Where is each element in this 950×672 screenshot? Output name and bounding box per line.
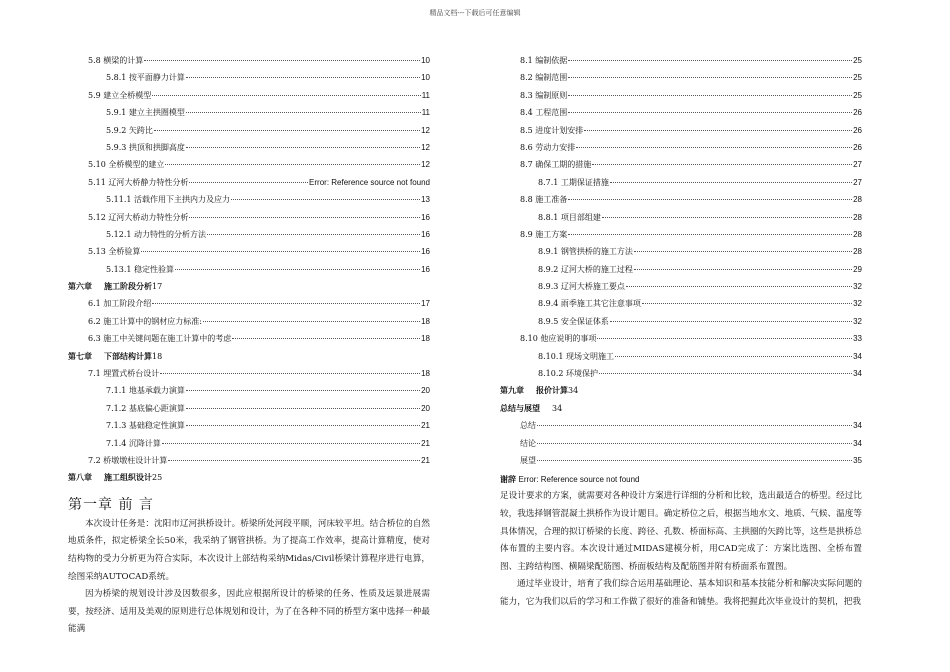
toc-page-number: 13: [421, 195, 430, 205]
toc-leader-dots: [162, 443, 420, 444]
left-toc: [68, 55, 430, 490]
toc-page-number: 21: [421, 421, 430, 431]
toc-page-number: 25: [853, 56, 862, 65]
toc-leader-dots: [189, 217, 420, 218]
right-column: [500, 55, 862, 612]
toc-leader-dots: [610, 321, 852, 322]
toc-entry-title: 5.9.2 矢跨比: [106, 125, 153, 135]
toc-entry[interactable]: [68, 333, 430, 350]
toc-chapter-title: 施工组织设计: [104, 472, 152, 483]
toc-entry-title: 8.7.1 工期保证措施: [538, 177, 609, 187]
toc-page-number: 34: [853, 438, 862, 448]
toc-chapter-title: 下部结构计算: [104, 350, 152, 361]
toc-chapter-title: 施工阶段分析: [104, 281, 152, 292]
toc-leader-dots: [615, 356, 852, 357]
toc-page-number: 12: [421, 160, 430, 170]
toc-leader-dots: [568, 112, 852, 113]
chapter-heading: 第一章 前 言: [68, 496, 154, 513]
toc-leader-dots: [152, 95, 420, 96]
toc-chapter-entry[interactable]: [68, 351, 430, 368]
toc-entry[interactable]: [68, 72, 430, 89]
toc-page-number: 27: [853, 160, 862, 170]
toc-entry[interactable]: [68, 403, 430, 420]
toc-leader-dots: [537, 460, 852, 461]
toc-entry[interactable]: [68, 368, 430, 385]
toc-leader-dots: [203, 321, 420, 322]
toc-chapter-number: 第七章: [68, 350, 92, 361]
toc-page-number: 10: [421, 73, 430, 83]
toc-entry-title: 总结: [520, 421, 536, 431]
toc-entry-title: 8.9.3 辽河大桥施工要点: [538, 282, 625, 292]
toc-leader-dots: [186, 425, 420, 426]
intro-paragraph-1: 本次设计任务是：沈阳市辽河拱桥设计。桥梁所处河段平顺，河床较平坦。结合桥位的自然地质条件，拟定桥梁全长50米，我采纳了钢管拱桥。为了提高工作效率，提高计算精度，使对结构物的受力分析更为符合实际，本次设计上部结构采纳Midas/Civil桥梁计算程序进行电算，绘图采纳AUTOCAD系统。: [68, 518, 430, 582]
toc-leader-dots: [152, 303, 420, 304]
toc-entry-title: 5.13.1 稳定性验算: [106, 264, 174, 274]
toc-entry-title: 8.2 编制范围: [520, 73, 568, 83]
toc-entry-title: 7.1.1 地基承载力演算: [106, 386, 185, 396]
toc-entry-title: 8.5 进度计划安排: [520, 125, 584, 135]
toc-entry-title: 7.1 埋置式桥台设计: [88, 369, 160, 379]
toc-page-number: 25: [853, 73, 862, 83]
toc-entry-title: 6.3 施工中关键问题在施工计算中的考虑: [88, 334, 232, 344]
toc-page-number: 18: [421, 334, 430, 344]
toc-page-number: 32: [853, 316, 862, 326]
toc-page-number: 11: [421, 90, 430, 100]
toc-page-number: 10: [421, 56, 430, 65]
toc-page-number: 26: [853, 108, 862, 118]
toc-leader-dots: [584, 130, 852, 131]
toc-page-number: 28: [853, 247, 862, 257]
toc-entry[interactable]: [500, 351, 862, 368]
toc-page-number: 26: [853, 125, 862, 135]
toc-chapter-entry[interactable]: [500, 403, 862, 420]
toc-leader-dots: [186, 408, 420, 409]
toc-entry[interactable]: [68, 90, 430, 107]
toc-entry[interactable]: [500, 72, 862, 89]
toc-leader-dots: [568, 95, 852, 96]
toc-entry[interactable]: [500, 333, 862, 350]
toc-leader-dots: [626, 286, 852, 287]
toc-entry-title: 7.1.4 沉降计算: [106, 438, 161, 448]
toc-entry[interactable]: [500, 438, 862, 455]
toc-leader-dots: [602, 217, 852, 218]
toc-entry-title: 5.11.1 活载作用下主拱内力及应力: [106, 195, 230, 205]
toc-entry[interactable]: [500, 316, 862, 333]
toc-chapter-title: 报价计算: [536, 385, 568, 396]
body-paragraph-1: 足设计要求的方案，就需要对各种设计方案进行详细的分析和比较，选出最适合的桥型。经过比较，我选择钢管混凝土拱桥作为设计题目。确定桥位之后，根据当地水文、地质、气候、温度等具体情况，合理的拟订桥梁的长度、跨径、孔数、桥面标高、主拱圈的矢跨比等，这些是拱桥总体布置的主要内容。本次设计通过MIDAS建模分析，用CAD完成了：方案比选图、全桥布置图、主跨结构图、横隔梁配筋图、桥面板结构及配筋图并附有桥面系布置图。: [500, 491, 862, 572]
toc-leader-dots: [186, 112, 421, 113]
toc-page-number: 18: [421, 369, 430, 379]
toc-page-number: 18: [421, 316, 430, 326]
toc-entry-title: 7.1.2 基底偏心距演算: [106, 403, 185, 413]
toc-entry[interactable]: [68, 55, 430, 72]
toc-page-number: 28: [853, 229, 862, 239]
toc-entry-title: 展望: [520, 455, 536, 465]
toc-page-number: 17: [421, 299, 430, 309]
toc-page-number: 18: [152, 351, 163, 361]
toc-entry[interactable]: [500, 177, 862, 194]
toc-chapter-entry[interactable]: [68, 281, 430, 298]
toc-acknowledgement[interactable]: [500, 474, 862, 488]
toc-page-number: 16: [421, 264, 430, 274]
toc-entry[interactable]: [68, 212, 430, 229]
toc-entry-title: 5.12 辽河大桥动力特性分析: [88, 212, 189, 222]
toc-entry[interactable]: [500, 194, 862, 211]
toc-leader-dots: [568, 60, 852, 61]
toc-leader-dots: [592, 164, 852, 165]
toc-page-number: 34: [853, 421, 862, 431]
toc-entry-title: 8.10.1 现场文明施工: [538, 351, 614, 361]
page-header: 精品文档---下载后可任意编辑: [429, 9, 521, 17]
toc-page-number: 20: [421, 386, 430, 396]
toc-chapter-entry[interactable]: [68, 472, 430, 489]
toc-entry[interactable]: [68, 455, 430, 472]
toc-entry-title: 6.1 加工阶段介绍: [88, 299, 152, 309]
toc-entry[interactable]: [68, 142, 430, 159]
toc-error-reference: Error: Reference source not found: [309, 177, 430, 187]
toc-leader-dots: [634, 269, 852, 270]
toc-leader-dots: [642, 303, 852, 304]
toc-entry[interactable]: [500, 125, 862, 142]
toc-entry[interactable]: [500, 107, 862, 124]
toc-page-number: 12: [421, 142, 430, 152]
toc-entry[interactable]: [500, 264, 862, 281]
toc-page-number: 16: [421, 229, 430, 239]
toc-entry-title: 8.7 确保工期的措施: [520, 160, 592, 170]
right-toc: [500, 55, 862, 472]
toc-entry[interactable]: [68, 385, 430, 402]
toc-chapter-number: 第九章: [500, 385, 524, 396]
toc-leader-dots: [576, 147, 852, 148]
toc-entry-title: 5.12.1 动力特性的分析方法: [106, 229, 206, 239]
toc-page-number: 16: [421, 247, 430, 257]
toc-entry[interactable]: [68, 264, 430, 281]
toc-entry-title: 8.8 施工准备: [520, 195, 568, 205]
toc-entry[interactable]: [68, 438, 430, 455]
ack-label: 谢辞: [500, 474, 516, 485]
toc-page-number: 21: [421, 438, 430, 448]
toc-page-number: 27: [853, 177, 862, 187]
toc-entry-title: 5.8.1 按平面静力计算: [106, 73, 185, 83]
toc-entry-title: 8.4 工程范围: [520, 108, 568, 118]
toc-entry-title: 7.2 桥墩墩柱设计计算: [88, 455, 168, 465]
toc-page-number: 34: [568, 386, 579, 396]
toc-entry[interactable]: [500, 90, 862, 107]
toc-entry[interactable]: [500, 159, 862, 176]
toc-entry-title: 7.1.3 基础稳定性演算: [106, 421, 185, 431]
toc-leader-dots: [154, 130, 420, 131]
toc-entry[interactable]: [68, 177, 430, 194]
toc-entry-title: 8.6 劳动力安排: [520, 142, 576, 152]
toc-entry-title: 8.9 施工方案: [520, 229, 568, 239]
toc-page-number: 12: [421, 125, 430, 135]
toc-leader-dots: [186, 77, 420, 78]
toc-entry[interactable]: [500, 55, 862, 72]
toc-page-number: 34: [853, 351, 862, 361]
toc-leader-dots: [175, 269, 420, 270]
toc-entry-title: 5.11 辽河大桥静力特性分析: [88, 177, 189, 187]
toc-entry[interactable]: [500, 229, 862, 246]
toc-page-number: 25: [152, 473, 163, 483]
toc-leader-dots: [144, 60, 420, 61]
toc-leader-dots: [165, 164, 420, 165]
toc-entry-title: 8.9.4 雨季施工其它注意事项: [538, 299, 641, 309]
toc-entry[interactable]: [68, 159, 430, 176]
toc-page-number: 20: [421, 403, 430, 413]
toc-leader-dots: [186, 390, 420, 391]
toc-entry[interactable]: [68, 125, 430, 142]
toc-leader-dots: [189, 182, 308, 183]
toc-entry-title: 8.10 他应说明的事项: [520, 334, 597, 344]
toc-entry-title: 8.10.2 环境保护: [538, 369, 598, 379]
toc-leader-dots: [232, 338, 420, 339]
toc-leader-dots: [610, 182, 852, 183]
toc-entry[interactable]: [68, 107, 430, 124]
toc-chapter-number: 第六章: [68, 281, 92, 292]
toc-page-number: 16: [421, 212, 430, 222]
toc-leader-dots: [160, 373, 420, 374]
toc-leader-dots: [141, 251, 420, 252]
toc-entry-title: 5.8 横梁的计算: [88, 56, 144, 65]
toc-entry[interactable]: [500, 212, 862, 229]
toc-entry[interactable]: [68, 316, 430, 333]
toc-entry-title: 5.9 建立全桥模型: [88, 90, 152, 100]
toc-entry[interactable]: [68, 246, 430, 263]
toc-page-number: 28: [853, 212, 862, 222]
toc-leader-dots: [568, 77, 852, 78]
body-paragraph-2: 通过毕业设计，培育了我们综合运用基础理论、基本知识和基本技能分析和解决实际问题的能力，它为我们以后的学习和工作做了很好的准备和铺垫。我将把握此次毕业设计的契机，把我: [500, 579, 862, 607]
toc-leader-dots: [168, 460, 420, 461]
toc-entry-title: 5.9.1 建立主拱圈模型: [106, 108, 185, 118]
toc-leader-dots: [537, 425, 852, 426]
toc-chapter-number: 第八章: [68, 472, 92, 483]
toc-page-number: 32: [853, 282, 862, 292]
toc-entry-title: 6.2 施工计算中的钢材应力标准:: [88, 316, 202, 326]
toc-page-number: 25: [853, 90, 862, 100]
toc-entry[interactable]: [68, 420, 430, 437]
toc-entry-title: 结论: [520, 438, 536, 448]
left-column: [68, 55, 430, 639]
toc-page-number: 28: [853, 195, 862, 205]
intro-paragraph-2: 因为桥梁的规划设计涉及因数很多，因此应根据所设计的桥梁的任务、性质及远景进展需要，按经济、适用及美观的原则进行总体规划和设计，为了在各种不同的桥型方案中选择一种最能满: [68, 589, 430, 635]
toc-chapter-entry[interactable]: [500, 385, 862, 402]
toc-leader-dots: [599, 373, 852, 374]
toc-page-number: 35: [853, 455, 862, 465]
toc-page-number: 34: [853, 369, 862, 379]
toc-page-number: 26: [853, 142, 862, 152]
toc-page-number: 11: [421, 108, 430, 118]
toc-page-number: 21: [421, 455, 430, 465]
toc-page-number: 33: [853, 334, 862, 344]
toc-entry[interactable]: [500, 246, 862, 263]
toc-entry-title: 8.9.1 钢管拱桥的施工方法: [538, 247, 633, 257]
toc-entry-title: 5.9.3 拱顶和拱脚高度: [106, 142, 185, 152]
toc-entry[interactable]: [500, 420, 862, 437]
toc-leader-dots: [537, 443, 852, 444]
toc-entry-title: 8.3 编制原则: [520, 90, 568, 100]
toc-leader-dots: [568, 199, 852, 200]
toc-entry[interactable]: [500, 298, 862, 315]
toc-leader-dots: [634, 251, 852, 252]
toc-leader-dots: [231, 199, 420, 200]
toc-entry[interactable]: [68, 298, 430, 315]
ack-error: Error: Reference source not found: [518, 475, 640, 485]
toc-entry-title: 8.9.5 安全保证体系: [538, 316, 609, 326]
toc-entry-title: 8.9.2 辽河大桥的施工过程: [538, 264, 633, 274]
toc-entry[interactable]: [500, 281, 862, 298]
toc-entry[interactable]: [500, 455, 862, 472]
toc-chapter-number: 总结与展望: [500, 402, 540, 413]
toc-entry[interactable]: [68, 229, 430, 246]
toc-entry[interactable]: [68, 194, 430, 211]
toc-entry-title: 5.13 全桥验算: [88, 247, 141, 257]
toc-entry-title: 5.10 全桥模型的建立: [88, 160, 165, 170]
toc-leader-dots: [186, 147, 420, 148]
toc-entry[interactable]: [500, 368, 862, 385]
toc-entry-title: 8.1 编制依据: [520, 56, 568, 65]
toc-page-number: 32: [853, 299, 862, 309]
toc-leader-dots: [568, 234, 852, 235]
toc-page-number: 29: [853, 264, 862, 274]
toc-page-number: 34: [552, 403, 563, 413]
toc-leader-dots: [597, 338, 852, 339]
toc-entry-title: 8.8.1 项目部组建: [538, 212, 601, 222]
toc-entry[interactable]: [500, 142, 862, 159]
toc-leader-dots: [207, 234, 420, 235]
toc-page-number: 17: [152, 282, 163, 292]
